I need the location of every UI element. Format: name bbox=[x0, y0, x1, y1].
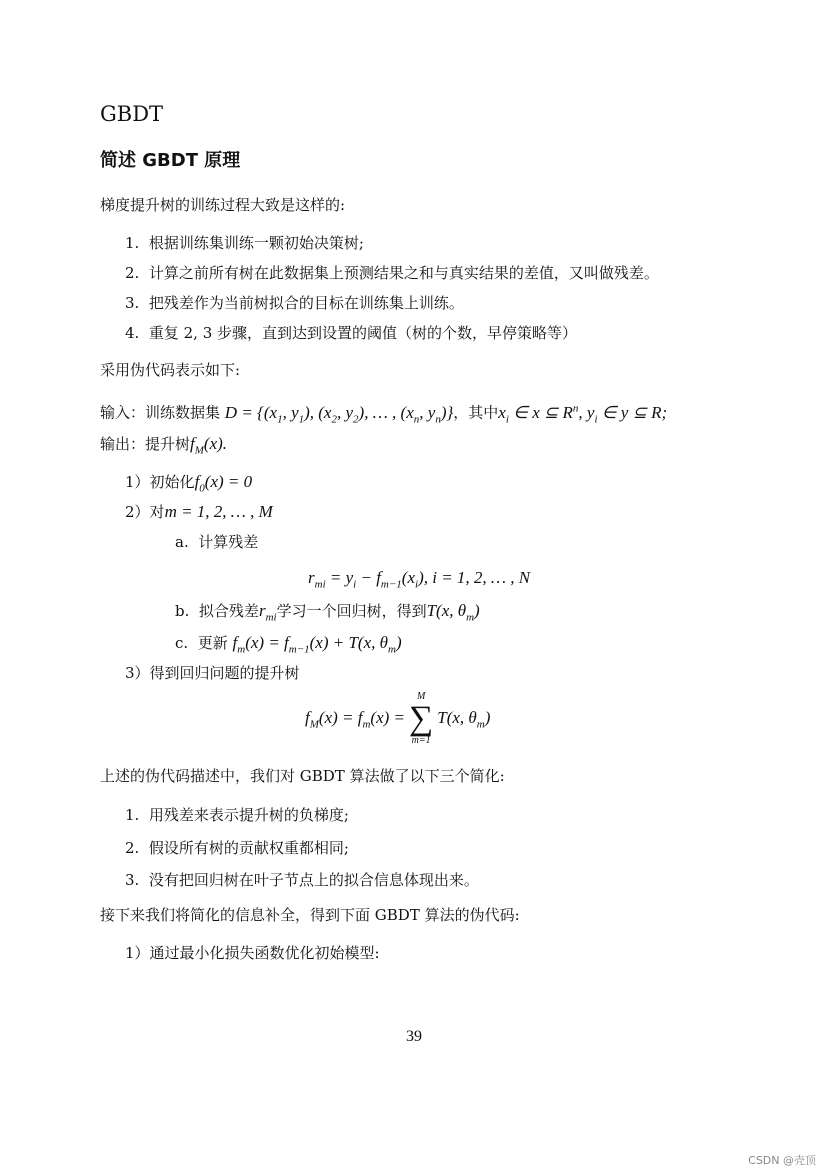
simplification-item: 2. 假设所有树的贡献权重都相同; bbox=[125, 839, 349, 857]
formula-segment: M bbox=[194, 444, 204, 457]
formula-segment: T(x, θ bbox=[437, 708, 477, 727]
formula bbox=[190, 434, 228, 457]
section-heading: 简述 GBDT 原理 bbox=[100, 150, 241, 171]
residual-formula bbox=[308, 568, 530, 594]
formula-segment: i bbox=[415, 578, 419, 591]
pseudo-intro: 采用伪代码表示如下: bbox=[100, 361, 241, 379]
formula-segment: 1 bbox=[277, 413, 283, 426]
formula-segment: f bbox=[305, 708, 310, 727]
formula-segment: (x). bbox=[203, 434, 228, 453]
formula-segment: f bbox=[232, 633, 238, 652]
simplification-item: 3. 没有把回归树在叶子节点上的拟合信息体现出来。 bbox=[125, 871, 479, 889]
formula-segment: n bbox=[572, 402, 579, 414]
formula-segment: m−1 bbox=[380, 578, 402, 591]
formula-segment: (x) = 0 bbox=[204, 472, 253, 491]
formula-segment: r bbox=[258, 601, 266, 620]
formula-segment: )} bbox=[440, 402, 454, 422]
next-intro: 接下来我们将简化的信息补全，得到下面 GBDT 算法的伪代码: bbox=[100, 906, 520, 924]
formula-segment: ), i = 1, 2, … , N bbox=[418, 568, 531, 587]
formula-segment: n bbox=[413, 413, 420, 426]
simplification-intro: 上述的伪代码描述中，我们对 GBDT 算法做了以下三个简化: bbox=[100, 767, 505, 785]
formula bbox=[437, 708, 491, 731]
formula-segment: i bbox=[594, 413, 598, 426]
formula bbox=[258, 601, 277, 624]
step-item: 2. 计算之前所有树在此数据集上预测结果之和与真实结果的差值，又叫做残差。 bbox=[125, 264, 659, 282]
formula-segment: i bbox=[505, 413, 509, 426]
formula-segment: 2 bbox=[353, 413, 359, 426]
step-item: 1. 根据训练集训练一颗初始决策树; bbox=[125, 234, 364, 252]
formula-segment: ) bbox=[484, 708, 491, 727]
formula-segment: mi bbox=[314, 578, 326, 591]
formula-segment: m bbox=[476, 718, 485, 731]
formula bbox=[224, 402, 454, 426]
simplification-item: 1. 用残差来表示提升树的负梯度; bbox=[125, 806, 349, 824]
sub-step-b: b. 拟合残差$r_{mi}$学习一个回归树，得到T(x, $\theta_m$) bbox=[175, 601, 480, 624]
sub-step-c: c. 更新 $f_m(x) = f_{m-1}(x) + T(x$, $\theta_m$) bbox=[175, 633, 402, 656]
formula-segment: 0 bbox=[199, 482, 205, 495]
formula-segment: m bbox=[466, 611, 475, 624]
step-item: 4. 重复 2, 3 步骤，直到达到设置的阈值（树的个数，早停策略等） bbox=[125, 324, 578, 342]
formula-segment: ), … , (x bbox=[358, 402, 414, 422]
formula-segment: m bbox=[388, 643, 396, 656]
next-step: 1）通过最小化损失函数优化初始模型: bbox=[125, 944, 380, 962]
formula-segment: ∈ y ⊆ R; bbox=[597, 402, 668, 422]
formula-segment: x bbox=[498, 402, 506, 422]
formula bbox=[165, 502, 273, 521]
formula-segment: m bbox=[362, 718, 371, 731]
formula bbox=[426, 601, 480, 624]
formula-segment: − f bbox=[356, 568, 381, 587]
output-line: 输出：提升树$f_M(x)$. bbox=[100, 434, 228, 457]
final-step: 3）得到回归问题的提升树 bbox=[125, 664, 300, 682]
formula-segment: mi bbox=[265, 611, 277, 624]
formula-segment: 2 bbox=[331, 413, 337, 426]
intro-text: 梯度提升树的训练过程大致是这样的: bbox=[100, 196, 346, 214]
formula-segment: (x) = f bbox=[318, 708, 363, 727]
formula-segment: (x) = bbox=[370, 708, 406, 727]
formula-segment: r bbox=[308, 568, 315, 587]
formula-segment: 1 bbox=[298, 413, 305, 426]
formula-segment: (x) + T(x, θ bbox=[309, 633, 388, 652]
page-number: 39 bbox=[406, 1028, 422, 1045]
formula-segment: m−1 bbox=[288, 643, 310, 656]
formula bbox=[194, 472, 253, 495]
formula bbox=[232, 633, 402, 656]
formula-segment: ) bbox=[395, 633, 402, 652]
formula bbox=[305, 708, 406, 731]
formula-segment: ) bbox=[474, 601, 480, 620]
summation: M ∑ m=1 bbox=[409, 691, 434, 747]
formula-segment: f bbox=[194, 472, 200, 491]
init-step: 1）初始化$f_0(x) = 0$ bbox=[125, 472, 253, 495]
formula-segment: (x) = f bbox=[245, 633, 289, 652]
formula-segment: m bbox=[237, 643, 246, 656]
formula-segment: , y bbox=[336, 402, 354, 422]
formula-segment: M bbox=[309, 718, 319, 731]
formula-segment: (x bbox=[401, 568, 416, 587]
formula-segment: i bbox=[353, 578, 357, 591]
watermark: CSDN @壳顶 bbox=[748, 1154, 816, 1167]
formula-segment: f bbox=[190, 434, 195, 453]
input-line: 输入：训练数据集 $D = \{(x_1$, $y_1$), ($x_2$, $y_2$), … , ($x_n$, $y_n$)}，其中$x_i$ ∈ x ⊆ $R^n$, $y_i$ ∈ y ⊆ R; bbox=[100, 402, 668, 426]
formula-segment: = y bbox=[325, 568, 354, 587]
formula-segment: , y bbox=[578, 402, 595, 422]
formula-segment: T(x, θ bbox=[426, 601, 467, 620]
formula-segment: ∈ x ⊆ R bbox=[508, 402, 573, 422]
boosted-tree-formula bbox=[305, 690, 490, 752]
formula-segment: , y bbox=[419, 402, 436, 422]
formula-segment: , y bbox=[282, 402, 299, 422]
formula-segment: ), (x bbox=[304, 402, 332, 422]
formula-segment: n bbox=[435, 413, 441, 426]
step-item: 3. 把残差作为当前树拟合的目标在训练集上训练。 bbox=[125, 294, 464, 312]
loop-step: 2）对m = 1, 2, … , M bbox=[125, 502, 273, 521]
formula bbox=[498, 402, 668, 426]
formula-segment: m = 1, 2, … , M bbox=[164, 502, 273, 521]
sub-step-a: a. 计算残差 bbox=[175, 533, 259, 551]
document-title: GBDT bbox=[100, 102, 164, 126]
formula-segment: D = {(x bbox=[224, 402, 278, 422]
